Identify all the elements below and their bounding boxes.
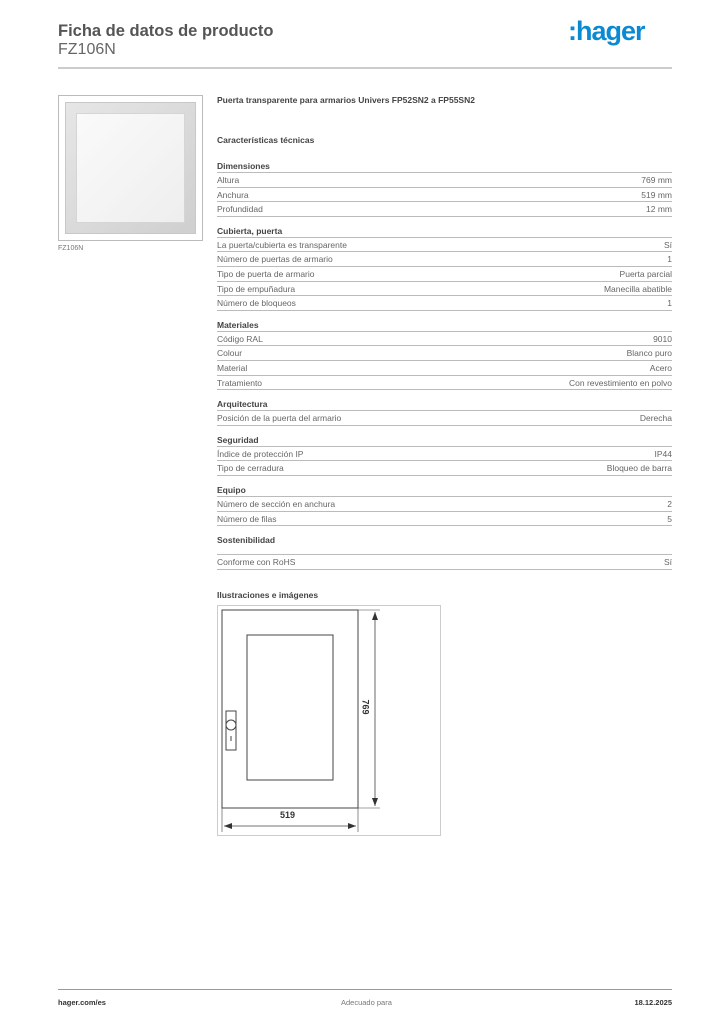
- spec-label: Altura: [217, 175, 240, 185]
- spec-label: Número de filas: [217, 513, 277, 524]
- spec-value: Sí: [663, 239, 672, 250]
- footer-site-link[interactable]: hager.com/es: [58, 998, 106, 1007]
- product-image-caption: FZ106N: [58, 245, 84, 252]
- spec-label: Posición de la puerta del armario: [217, 413, 342, 424]
- section-heading: Cubierta, puerta: [217, 226, 672, 238]
- spec-value: Sí: [663, 557, 672, 568]
- product-description: Puerta transparente para armarios Univers FP52SN2 a FP55SN2: [217, 95, 475, 105]
- spec-label: Conforme con RoHS: [217, 557, 296, 568]
- section-heading: Arquitectura: [217, 399, 672, 411]
- spec-value: Con revestimiento en polvo: [568, 377, 672, 388]
- spec-row: [217, 238, 672, 253]
- spec-row: [217, 461, 672, 476]
- product-image: [58, 95, 203, 241]
- footer-divider: [58, 989, 672, 990]
- spec-sections: [217, 161, 672, 570]
- section-heading: Materiales: [217, 320, 672, 332]
- spec-section: [217, 435, 672, 476]
- spec-row: [217, 411, 672, 426]
- spec-value: 519 mm: [641, 189, 672, 200]
- spec-label: Número de puertas de armario: [217, 254, 333, 265]
- spec-row: [217, 361, 672, 376]
- width-dimension-label: 519: [280, 809, 296, 820]
- spec-label: Tipo de cerradura: [217, 463, 284, 474]
- spec-row: [217, 376, 672, 391]
- spec-value: Bloqueo de barra: [606, 463, 672, 474]
- spec-label: Número de bloqueos: [217, 298, 296, 309]
- spec-section: [217, 161, 672, 217]
- spec-row: [217, 497, 672, 512]
- spec-value: 1: [667, 254, 672, 265]
- spec-value: 9010: [653, 333, 672, 344]
- spec-label: Material: [217, 362, 248, 373]
- section-heading: Seguridad: [217, 435, 672, 447]
- spec-row: [217, 202, 672, 217]
- section-heading: Dimensiones: [217, 161, 672, 173]
- spec-section: [217, 535, 672, 570]
- page-title: Ficha de datos de producto: [58, 22, 274, 40]
- spec-value: 5: [667, 513, 672, 524]
- spec-value: IP44: [654, 448, 672, 459]
- spec-value: Acero: [649, 362, 672, 373]
- spec-row: [217, 267, 672, 282]
- spec-row: [217, 346, 672, 361]
- spec-label: Tratamiento: [217, 377, 263, 388]
- spec-value: 2: [667, 498, 672, 509]
- section-heading: Sostenibilidad: [217, 535, 672, 555]
- spec-value: Manecilla abatible: [603, 283, 672, 294]
- spec-value: Derecha: [639, 413, 672, 424]
- spec-value: Blanco puro: [626, 348, 672, 359]
- spec-section: [217, 226, 672, 311]
- spec-label: Tipo de empuñadura: [217, 283, 296, 294]
- spec-value: 12 mm: [646, 204, 672, 215]
- spec-value: 769 mm: [641, 175, 672, 185]
- spec-row: [217, 296, 672, 311]
- tech-characteristics-heading: Características técnicas: [217, 135, 315, 145]
- spec-row: [217, 512, 672, 527]
- spec-row: [217, 252, 672, 267]
- dimension-drawing: [217, 605, 441, 836]
- spec-section: [217, 320, 672, 390]
- footer-date: 18.12.2025: [634, 998, 672, 1007]
- spec-label: Índice de protección IP: [217, 448, 304, 459]
- footer-middle: Adecuado para: [341, 998, 392, 1007]
- section-heading: Equipo: [217, 485, 672, 497]
- spec-row: [217, 447, 672, 462]
- spec-label: Anchura: [217, 189, 249, 200]
- spec-section: [217, 399, 672, 426]
- spec-row: [217, 332, 672, 347]
- spec-value: 1: [667, 298, 672, 309]
- spec-label: Profundidad: [217, 204, 263, 215]
- spec-label: Código RAL: [217, 333, 263, 344]
- spec-row: [217, 555, 672, 570]
- spec-label: Colour: [217, 348, 243, 359]
- spec-value: Puerta parcial: [619, 268, 672, 279]
- spec-label: La puerta/cubierta es transparente: [217, 239, 347, 250]
- hager-logo: :hager: [568, 16, 645, 46]
- datasheet-content: [217, 95, 672, 836]
- spec-row: [217, 282, 672, 297]
- product-code: FZ106N: [58, 41, 116, 58]
- header-divider: [58, 67, 672, 69]
- spec-section: [217, 485, 672, 526]
- door-drawing-icon: [218, 606, 442, 837]
- spec-label: Número de sección en anchura: [217, 498, 336, 509]
- spec-label: Tipo de puerta de armario: [217, 268, 315, 279]
- height-dimension-label: 769: [360, 699, 371, 715]
- spec-row: [217, 173, 672, 188]
- illustrations-heading: Ilustraciones e imágenes: [217, 589, 319, 600]
- spec-row: [217, 188, 672, 203]
